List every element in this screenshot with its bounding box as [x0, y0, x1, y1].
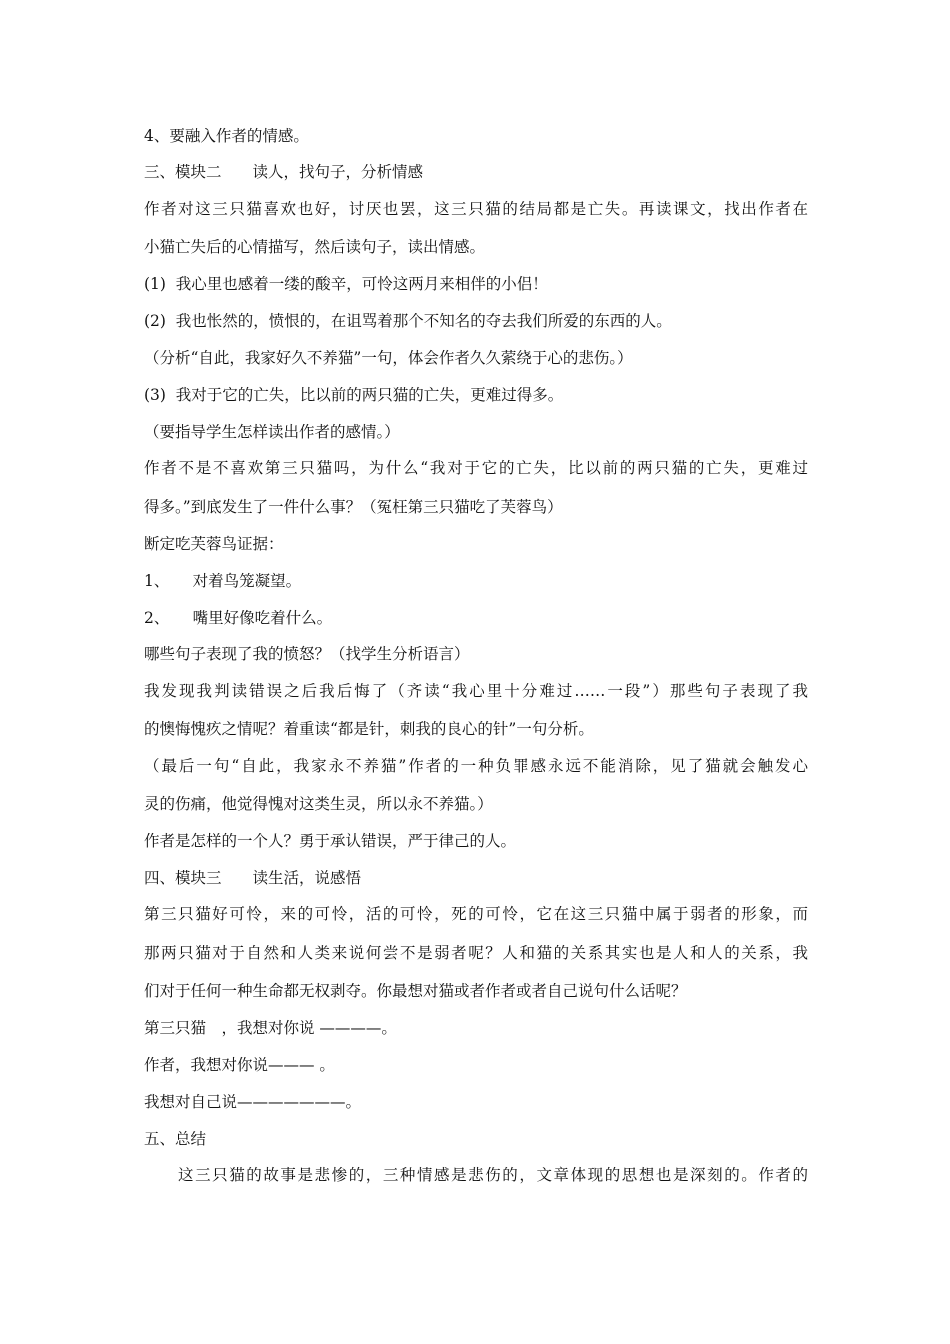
paragraph-line: 作者对这三只猫喜欢也好，讨厌也罢，这三只猫的结局都是亡失。再读课文，找出作者在: [144, 200, 808, 218]
list-item: (1) 我心里也感着一缕的酸辛，可怜这两月来相伴的小侣！: [144, 275, 548, 293]
paragraph-line: 第三只猫好可怜，来的可怜，活的可怜，死的可怜，它在这三只猫中属于弱者的形象，而: [144, 905, 808, 923]
paragraph-line: 的懊悔愧疚之情呢？着重读“都是针，刺我的良心的针”一句分析。: [144, 720, 594, 738]
list-item: (2) 我也怅然的，愤恨的，在诅骂着那个不知名的夺去我们所爱的东西的人。: [144, 312, 672, 330]
paragraph-line: 作者是怎样的一个人？勇于承认错误，严于律己的人。: [144, 832, 517, 850]
paragraph-line: 这三只猫的故事是悲惨的，三种情感是悲伤的，文章体现的思想也是深刻的。作者的: [178, 1166, 808, 1184]
paragraph-line: 们对于任何一种生命都无权剥夺。你最想对猫或者作者或者自己说句什么话呢？: [144, 982, 687, 1000]
paragraph-line: 那两只猫对于自然和人类来说何尝不是弱者呢？人和猫的关系其实也是人和人的关系，我: [144, 944, 808, 962]
note-line: 灵的伤痛，他觉得愧对这类生灵，所以永不养猫。）: [144, 795, 493, 813]
paragraph-line: 小猫亡失后的心情描写，然后读句子，读出情感。: [144, 238, 486, 256]
paragraph-line: 作者，我想对你说——— 。: [144, 1056, 335, 1074]
paragraph-line: 哪些句子表现了我的愤怒？（找学生分析语言）: [144, 645, 470, 663]
paragraph-line: 我发现我判读错误之后我后悔了（齐读“我心里十分难过……一段”）那些句子表现了我: [144, 682, 808, 700]
list-item: 1、 对着鸟笼凝望。: [144, 572, 302, 590]
section-heading: 三、模块二 读人，找句子，分析情感: [144, 163, 424, 181]
section-heading: 五、总结: [144, 1130, 207, 1148]
note-line: （最后一句“自此，我家永不养猫”作者的一种负罪感永远不能消除，见了猫就会触发心: [144, 757, 808, 775]
paragraph-line: 4、要融入作者的情感。: [144, 127, 309, 145]
list-item: (3) 我对于它的亡失，比以前的两只猫的亡失，更难过得多。: [144, 386, 564, 404]
note-line: （要指导学生怎样读出作者的感情。）: [144, 423, 400, 441]
paragraph-line: 我想对自己说———————。: [144, 1093, 362, 1111]
section-heading: 四、模块三 读生活，说感悟: [144, 869, 362, 887]
paragraph-line: 第三只猫 ，我想对你说 ————。: [144, 1019, 397, 1037]
paragraph-line: 得多。”到底发生了一件什么事？（冤枉第三只猫吃了芙蓉鸟）: [144, 498, 563, 516]
list-item: 2、 嘴里好像吃着什么。: [144, 609, 333, 627]
paragraph-line: 断定吃芙蓉鸟证据：: [144, 535, 284, 553]
note-line: （分析“自此，我家好久不养猫”一句，体会作者久久萦绕于心的悲伤。）: [144, 349, 633, 367]
paragraph-line: 作者不是不喜欢第三只猫吗，为什么“我对于它的亡失，比以前的两只猫的亡失，更难过: [144, 459, 808, 477]
